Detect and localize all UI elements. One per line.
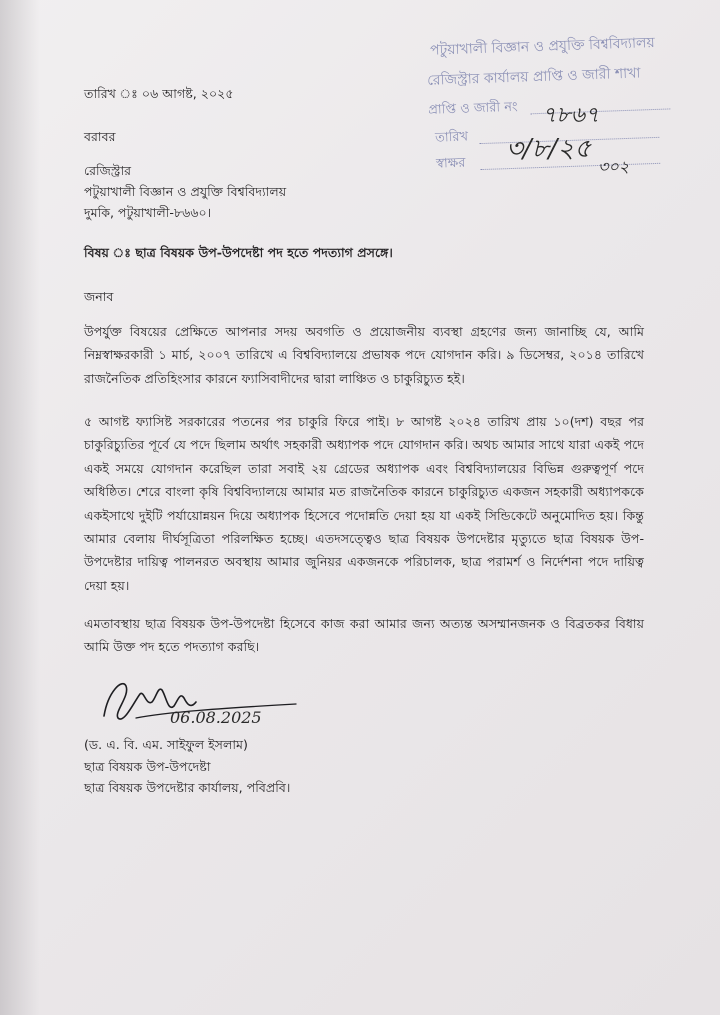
handwritten-initials: ৩০২	[598, 157, 630, 176]
letter-to: বরাবর	[84, 129, 116, 144]
handwritten-receipt-no: ৭৮৬৭	[542, 103, 600, 128]
stamp-receipt-label: প্রাপ্তি ও জারী নং	[427, 99, 518, 118]
salutation: জনাব	[84, 289, 114, 304]
handwritten-receipt-date: ৩/৮/২৫	[506, 134, 592, 164]
signer-name: (ড. এ. বি. এম. সাইফুল ইসলাম)	[84, 737, 248, 752]
recipient-address: দুমকি, পটুয়াখালী-৮৬৬০।	[84, 205, 212, 220]
letter-date: তারিখ ঃ ০৬ আগষ্ট, ২০২৫	[84, 86, 234, 101]
recipient-org: পটুয়াখালী বিজ্ঞান ও প্রযুক্তি বিশ্ববিদ্যালয়	[84, 184, 287, 199]
signature-date: 06.08.2025	[170, 708, 262, 727]
stamp-office: রেজিস্ট্রার কার্যালয় প্রাপ্তি ও জারী শাখা	[426, 65, 641, 89]
stamp-date-label: তারিখ	[434, 129, 469, 146]
signer-title: ছাত্র বিষয়ক উপ-উপদেষ্টা	[84, 759, 211, 774]
body-paragraph-2: ৫ আগষ্ট ফ্যাসিষ্ট সরকারের পতনের পর চাকুরি ফিরে পাই। ৮ আগষ্ট ২০২৪ তারিখ প্রায় ১০(দশ) বছর পর চাকুরিচ্যুতির পূর্বে যে পদে ছিলাম অর্থাৎ সহকারী অধ্যাপক পদে যোগদান করি। অথচ আমার সাথে যারা একই পদে একই সময়ে যোগদান করেছিল তারা সবাই ২য় গ্রেডের অধ্যাপক এবং বিশ্ববিদ্যালয়ের বিভিন্ন গুরুত্বপূর্ণ পদে অধিষ্ঠিত। শেরে বাংলা কৃষি বিশ্ববিদ্যালয়ে আমার মত রাজনৈতিক কারনে চাকুরিচ্যুত একজন সহকারী অধ্যাপককে একইসাথে দুইটি পর্যায়োন্নয়ন দিয়ে অধ্যাপক হিসেবে পদোন্নতি দেয়া হয় যা একই সিন্ডিকেটে অনুমোদিত হয়। কিন্তু আমার বেলায় দীর্ঘসূত্রিতা পরিলক্ষিত হচ্ছে। এতদসত্ত্বেও ছাত্র বিষয়ক উপদেষ্টার মৃত্যুতে ছাত্র বিষয়ক উপ-উপদেষ্টার দায়িত্ব পালনরত অবস্থায় আমার জুনিয়র একজনকে পরিচালক, ছাত্র পরামর্শ ও নির্দেশনা পদে দায়িত্ব দেয়া হয়।	[84, 414, 644, 593]
signer-office: ছাত্র বিষয়ক উপদেষ্টার কার্যালয়, পবিপ্রবি।	[84, 780, 291, 795]
recipient-title: রেজিস্ট্রার	[84, 163, 132, 178]
page-edge-shadow	[0, 0, 40, 1015]
letter-subject: বিষয় ঃ ছাত্র বিষয়ক উপ-উপদেষ্টা পদ হতে পদত্যাগ প্রসঙ্গে।	[84, 245, 393, 260]
stamp-sign-label: স্বাক্ষর	[435, 155, 466, 172]
stamp-university: পটুয়াখালী বিজ্ঞান ও প্রযুক্তি বিশ্ববিদ্যালয়	[429, 34, 655, 59]
body-paragraph-3: এমতাবস্থায় ছাত্র বিষয়ক উপ-উপদেষ্টা হিসেবে কাজ করা আমার জন্য অত্যন্ত অসম্মানজনক ও বিব্রতকর বিধায় আমি উক্ত পদ হতে পদত্যাগ করছি।	[84, 616, 644, 655]
body-paragraph-1: উপর্যুক্ত বিষয়ের প্রেক্ষিতে আপনার সদয় অবগতি ও প্রয়োজনীয় ব্যবস্থা গ্রহণের জন্য জানাচ্ছি যে, আমি নিম্নস্বাক্ষরকারী ১ মার্চ, ২০০৭ তারিখে এ বিশ্ববিদ্যালয়ে প্রভাষক পদে যোগদান করি। ৯ ডিসেম্বর, ২০১৪ তারিখে রাজনৈতিক প্রতিহিংসার কারনে ফ্যাসিবাদীদের দ্বারা লাঞ্চিত ও চাকুরিচ্যুত হই।	[84, 324, 644, 386]
